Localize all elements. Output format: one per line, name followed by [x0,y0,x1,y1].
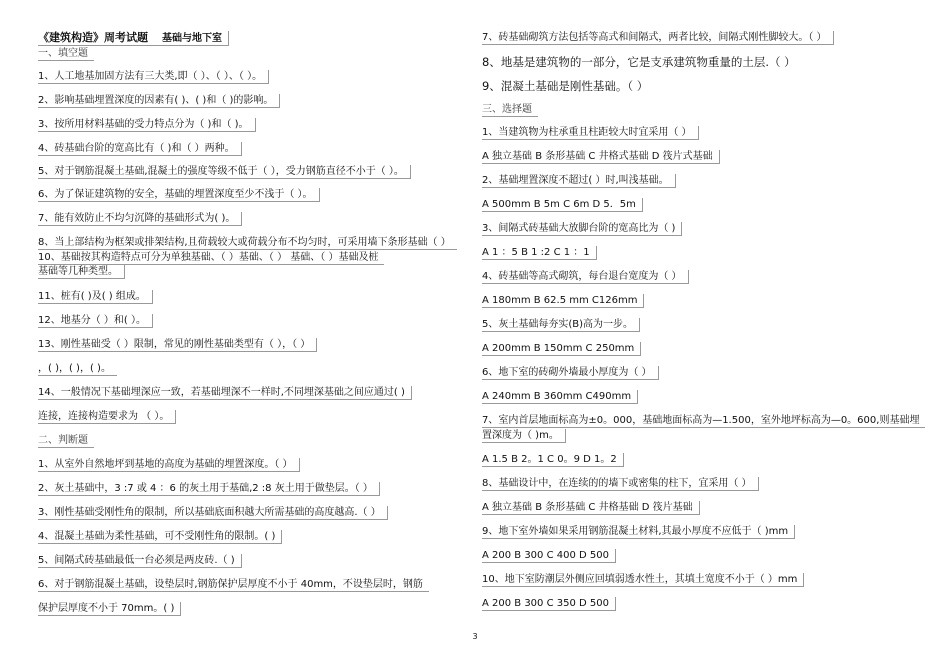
section-heading: 一、填空题 [38,47,94,61]
question-line: 3、刚性基础受刚性角的限制，所以基础底面积越大所需基础的高度越高.（ ） [38,506,388,520]
question-line: 14、一般情况下基础埋深应一致，若基础埋深不一样时,不同埋深基础之间应通过( ) [38,386,412,400]
question-line: 7、砖基础砌筑方法包括等高式和间隔式，两者比较，间隔式刚性脚较大。（ ） [482,31,834,45]
question-line: 10、地下室防潮层外侧应回填弱透水性土，其填土宽度不小于（ ）mm [482,573,804,587]
question-line: 7、室内首层地面标高为±0。000，基础地面标高为—1.500，室外地坪标高为—0。600,则基础埋 [482,414,925,428]
answer-options: A 1.5 B 2。1 C 0。9 D 1。2 [482,453,624,467]
question-line: 9、混凝土基础是刚性基础。（ ） [482,79,649,93]
question-line: 11、桩有( )及( ) 组成。 [38,290,153,304]
answer-options: A 200 B 300 C 350 D 500 [482,597,616,611]
answer-options: A 200 B 300 C 400 D 500 [482,549,616,563]
question-line: 2、基础埋置深度不超过( ）时,叫浅基础。 [482,174,676,188]
question-line: 保护层厚度不小于 70mm。( ) [38,602,181,616]
question-line: 12、地基分（ ）和( ）。 [38,314,153,328]
question-line: 7、能有效防止不均匀沉降的基础形式为( )。 [38,212,242,226]
answer-options: A 180mm B 62.5 mm C126mm [482,294,644,308]
answer-options: A 500mm B 5m C 6m D 5．5m [482,198,643,212]
question-line: 4、砖基础台阶的宽高比有（ )和（ ）两种。 [38,142,242,156]
answer-options: A 独立基础 B 条形基础 C 井格式基础 D 筏片式基础 [482,150,720,164]
question-line: 5、间隔式砖基础最低一台必须是两皮砖.（ ) [38,554,242,568]
answer-options: A 240mm B 360mm C490mm [482,390,638,404]
question-line: 1、人工地基加固方法有三大类,即（ ）、（ ）、（ ）。 [38,70,269,84]
question-line: 3、间隔式砖基础大放脚台阶的宽高比为（ ) [482,222,682,236]
question-line: 13、刚性基础受（ ）限制，常见的刚性基础类型有（ ），（ ） [38,338,317,352]
question-line: 置深度为（ )m。 [482,429,566,443]
question-line: 4、砖基础等高式砌筑，每台退台宽度为（ ） [482,270,689,284]
question-line: 4、混凝土基础为柔性基础，可不受刚性角的限制。( ) [38,530,282,544]
section-heading: 三、选择题 [482,103,538,117]
question-line: 6、为了保证建筑物的安全，基础的埋置深度至少不浅于（ ）。 [38,188,320,202]
question-line: 10、基础按其构造特点可分为单独基础、（ ）基础、（ ） 基础、（ ）基础及桩 [38,251,384,265]
question-line: 3、按所用材料基础的受力特点分为（ )和（ )。 [38,118,256,132]
page-number: 3 [472,632,478,641]
question-line: 2、灰土基础中，3 :7 或 4 ：6 的灰土用于基础,2 :8 灰土用于做垫层。（ ） [38,482,380,496]
question-line: 6、对于钢筋混凝土基础，设垫层时,钢筋保护层厚度不小于 40mm，不设垫层时，钢筋 [38,578,429,592]
section-heading: 二、判断题 [38,434,94,448]
question-line: 1、从室外自然地坪到基地的高度为基础的埋置深度。（ ） [38,458,300,472]
question-line: 8、当上部结构为框架或排架结构,且荷载较大或荷载分布不均匀时，可采用墙下条形基础（ ） [38,236,457,250]
exam-subtitle: 基础与地下室 [162,33,222,44]
exam-title-line [38,31,229,46]
question-line: 6、地下室的砖砌外墙最小厚度为（ ） [482,366,659,380]
question-line: 连接，连接构造要求为 （ ）。 [38,410,176,424]
answer-options: A 1 ：5 B 1 :2 C 1 ：1 [482,246,597,260]
question-line: 8、基础设计中，在连续的的墙下或密集的柱下，宜采用（ ） [482,477,759,491]
question-line: 2、影响基础埋置深度的因素有( )、( )和（ )的影响。 [38,94,280,108]
question-line: 8、地基是建筑物的一部分，它是支承建筑物重量的土层.（ ） [482,55,796,69]
question-line: 5、灰土基础每夯实(B)高为一步。 [482,318,640,332]
question-line: ，( )，( )，( )。 [38,362,117,376]
question-line: 9、地下室外墙如果采用钢筋混凝土材料,其最小厚度不应低于（ )mm [482,525,795,539]
answer-options: A 独立基础 B 条形基础 C 井格基础 D 筏片基础 [482,501,700,515]
exam-title: 《建筑构造》周考试题 [38,31,148,44]
question-line: 5、对于钢筋混凝土基础,混凝土的强度等级不低于（ ），受力钢筋直径不小于（ ）。 [38,165,411,179]
answer-options: A 200mm B 150mm C 250mm [482,342,641,356]
question-line: 基础等几种类型。 [38,265,125,279]
question-line: 1、当建筑物为柱承重且柱距较大时宜采用（ ） [482,126,699,140]
